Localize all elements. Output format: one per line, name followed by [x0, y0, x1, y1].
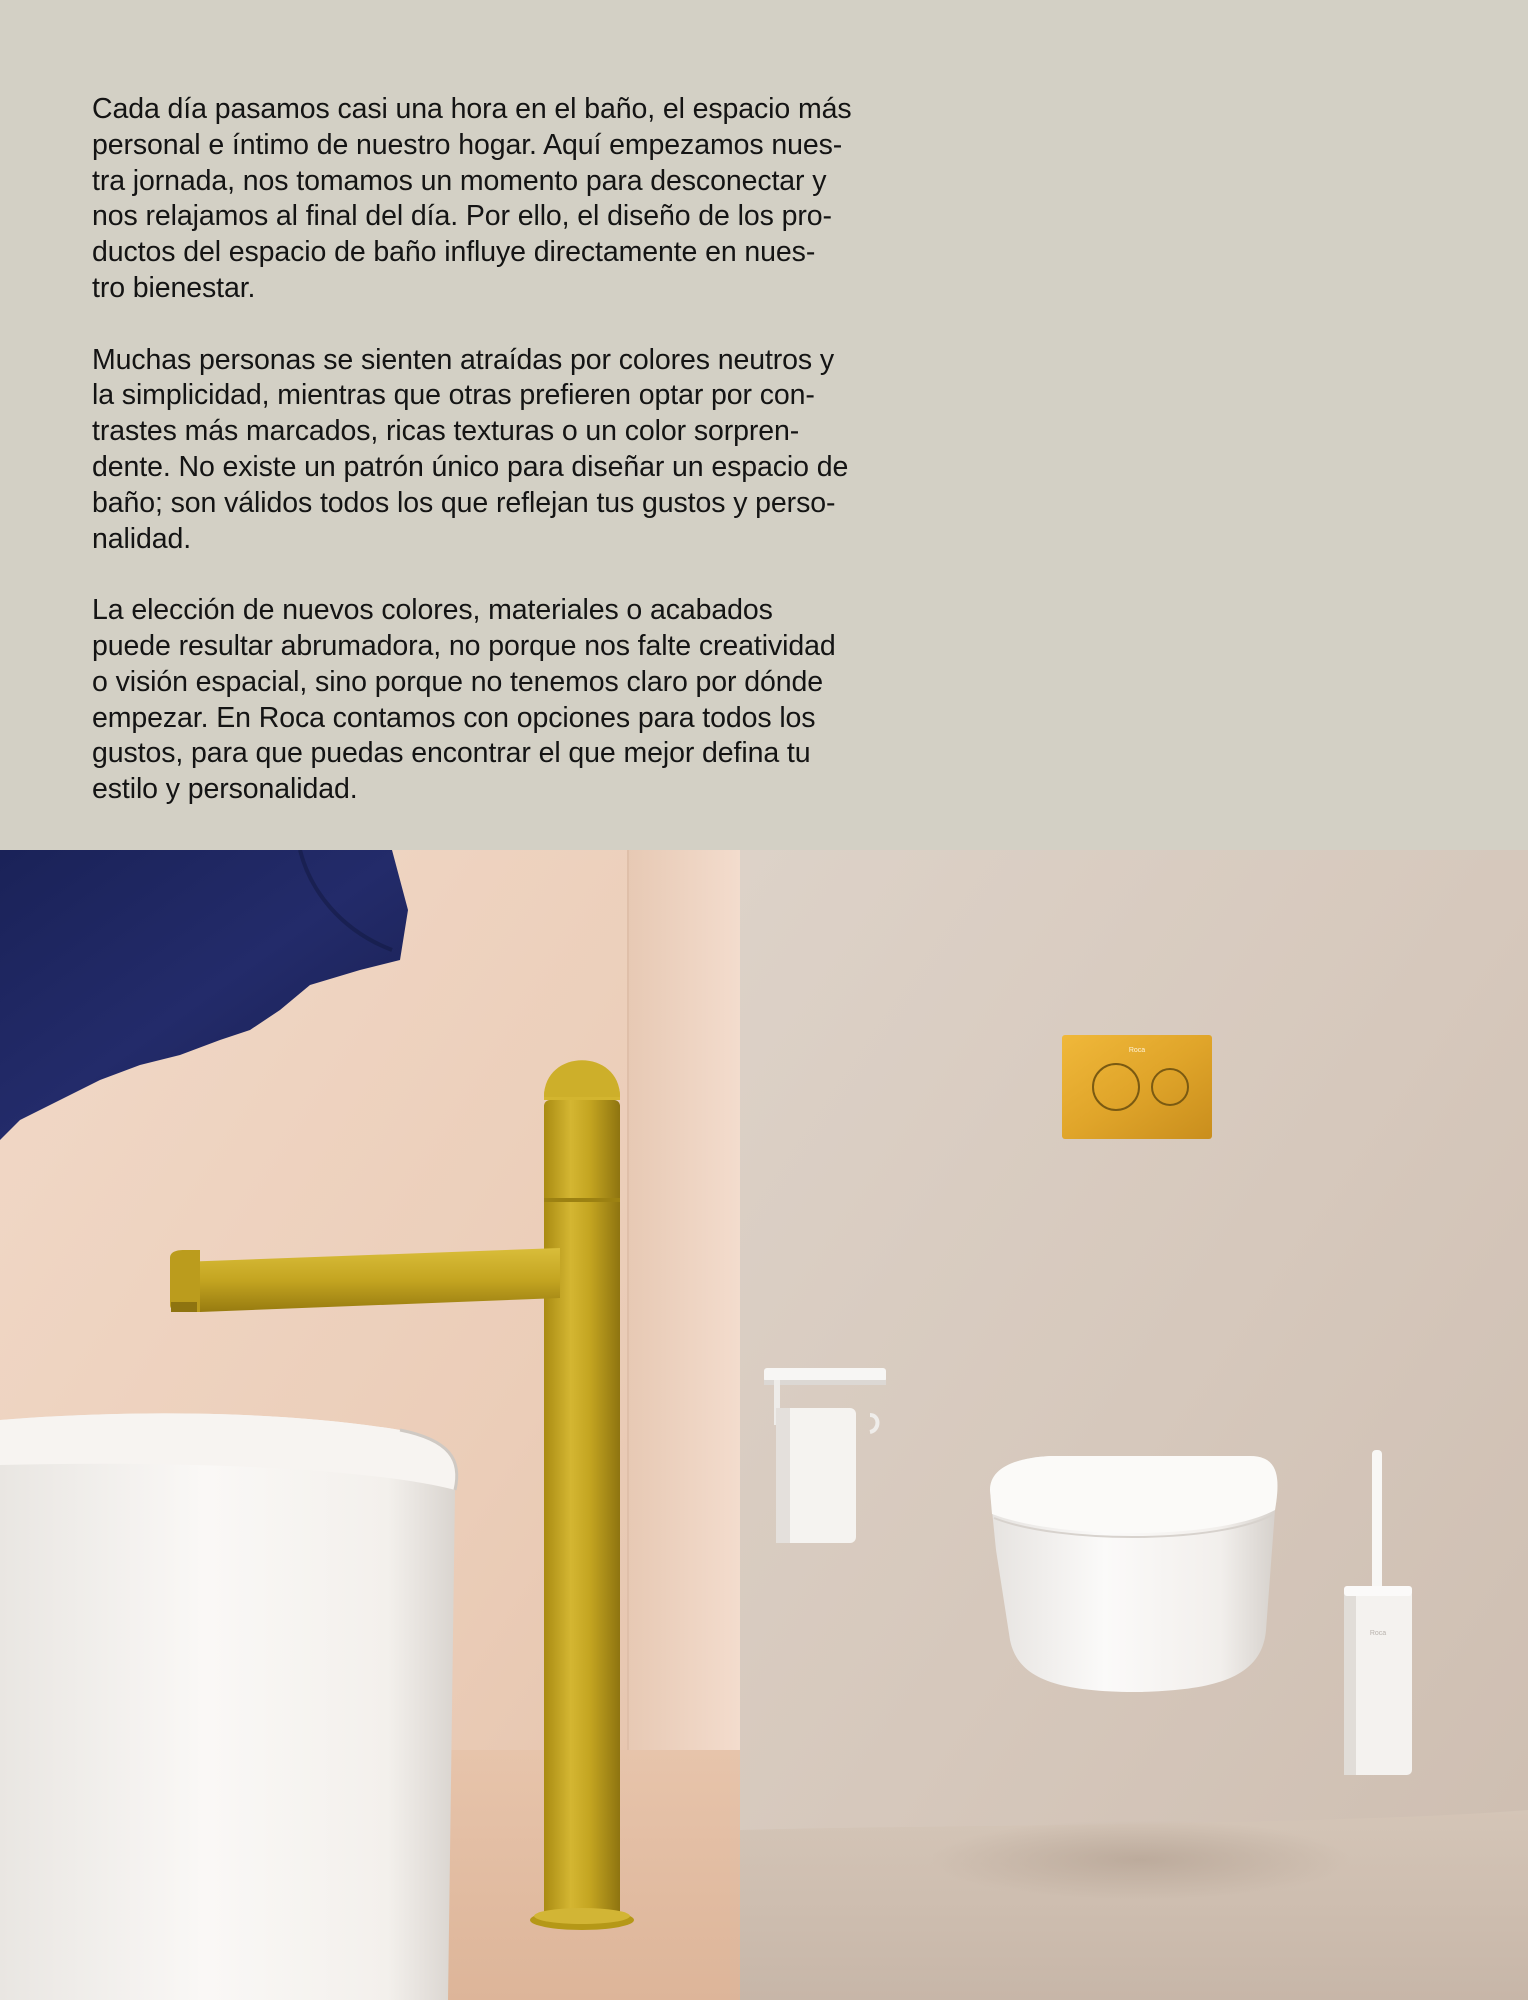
text-line: trastes más marcados, ricas texturas o un color sorpren- — [92, 415, 800, 448]
text-line: personal e íntimo de nuestro hogar. Aquí empezamos nues- — [92, 128, 843, 161]
paragraph-3 — [92, 593, 992, 808]
text-line: gustos, para que puedas encontrar el que mejor defina tu — [92, 737, 811, 770]
paragraph-1 — [92, 92, 992, 307]
text-line: la simplicidad, mientras que otras prefieren optar por con- — [92, 379, 815, 412]
washbasin-yellow-faucet-photo — [0, 850, 740, 2000]
text-line: tro bienestar. — [92, 271, 256, 304]
text-line: nos relajamos al final del día. Por ello, el diseño de los pro- — [92, 200, 832, 233]
text-line: Muchas personas se sienten atraídas por colores neutros y — [92, 343, 835, 376]
wall-hung-toilet-photo — [740, 850, 1528, 2000]
text-line: nalidad. — [92, 522, 192, 555]
photo-row — [0, 850, 1528, 2000]
text-line: Cada día pasamos casi una hora en el baño, el espacio más — [92, 93, 852, 125]
text-line: o visión espacial, sino porque no tenemos claro por dónde — [92, 665, 824, 698]
text-line: estilo y personalidad. — [92, 773, 358, 806]
text-line: dente. No existe un patrón único para diseñar un espacio de — [92, 450, 849, 483]
brush-holder-logo: Roca — [1369, 1630, 1387, 1637]
paragraph-2 — [92, 343, 992, 558]
text-line: tra jornada, nos tomamos un momento para desconectar y — [92, 164, 827, 197]
text-line: puede resultar abrumadora, no porque nos falte creatividad — [92, 629, 836, 662]
flush-plate-logo: Roca — [1128, 1047, 1146, 1054]
text-line: La elección de nuevos colores, materiales o acabados — [92, 594, 773, 627]
text-line: ductos del espacio de baño influye directamente en nues- — [92, 236, 816, 269]
intro-text — [92, 92, 992, 844]
text-line: baño; son válidos todos los que reflejan tus gustos y perso- — [92, 486, 836, 519]
text-line: empezar. En Roca contamos con opciones para todos los — [92, 701, 816, 734]
